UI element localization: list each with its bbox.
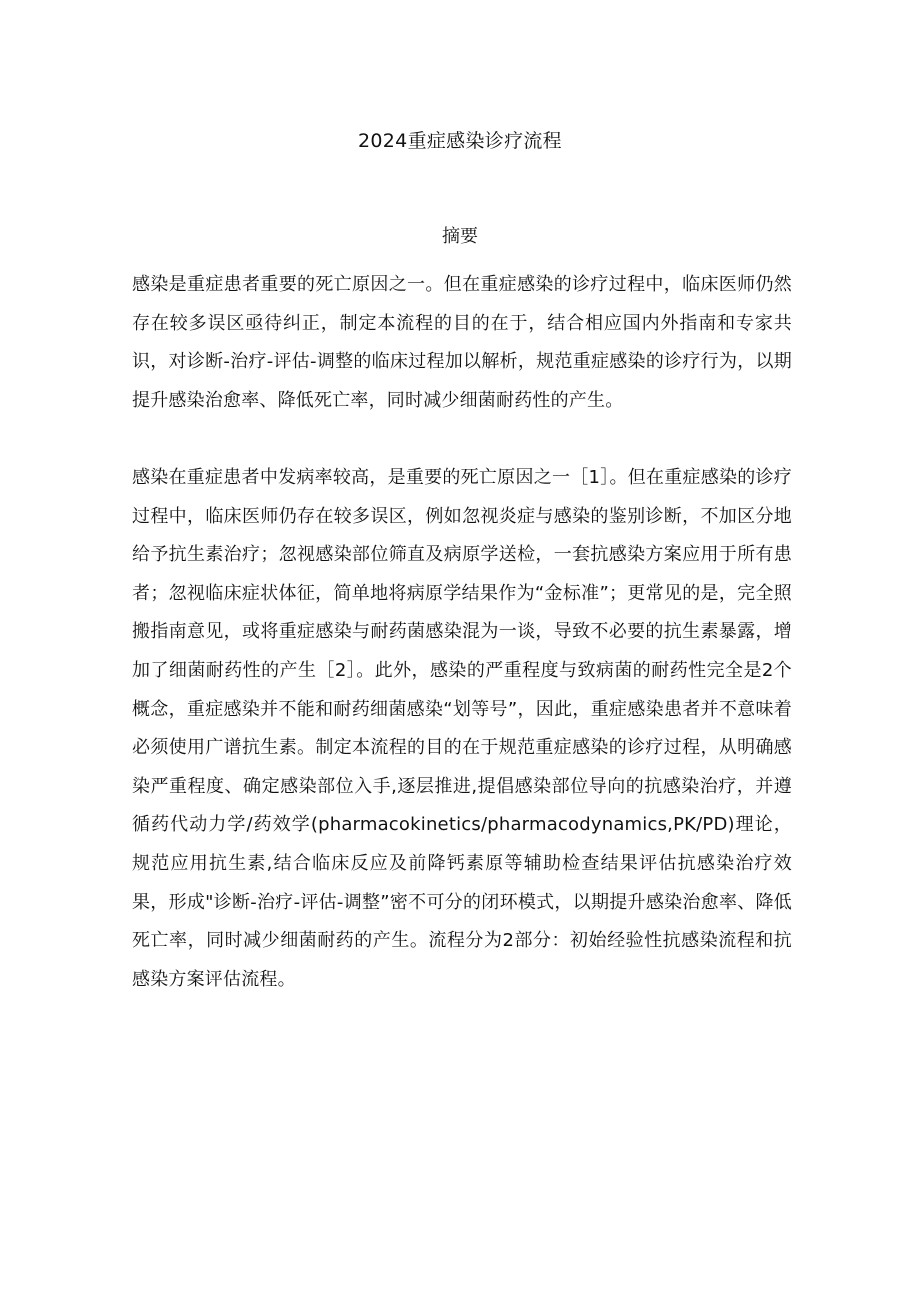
abstract-heading: 摘要 [442, 226, 478, 247]
introduction-paragraph: 感染在重症患者中发病率较高，是重要的死亡原因之一［1］。但在重症感染的诊疗过程中，临床医师仍存在较多误区，例如忽视炎症与感染的鉴别诊断，不加区分地给予抗生素治疗；忽视感染部位筛直及病原学送检，一套抗感染方案应用于所有患者；忽视临床症状体征，简单地将病原学结果作为“金标准”；更常见的是，完全照搬指南意见，或将重症感染与耐药菌感染混为一谈，导致不必要的抗生素暴露，增加了细菌耐药性的产生［2］。此外，感染的严重程度与致病菌的耐药性完全是2个概念，重症感染并不能和耐药细菌感染“划等号”，因此，重症感染患者并不意味着必须使用广谱抗生素。制定本流程的目的在于规范重症感染的诊疗过程，从明确感染严重程度、确定感染部位入手,逐层推进,提倡感染部位导向的抗感染治疗，并遵循药代动力学/药效学(pharmacokinetics/pharmacodynamics,PK/PD)理论，规范应用抗生素,结合临床反应及前降钙素原等辅助检查结果评估抗感染治疗效果，形成"诊断-治疗-评估-调整”密不可分的闭环模式，以期提升感染治愈率、降低死亡率，同时减少细菌耐药的产生。流程分为2部分：初始经验性抗感染流程和抗感染方案评估流程。 [132, 467, 792, 990]
document-title: 2024重症感染诊疗流程 [358, 130, 562, 152]
abstract-paragraph: 感染是重症患者重要的死亡原因之一。但在重症感染的诊疗过程中，临床医师仍然存在较多误区亟待纠正，制定本流程的目的在于，结合相应国内外指南和专家共识，对诊断-治疗-评估-调整的临床过程加以解析，规范重症感染的诊疗行为，以期提升感染治愈率、降低死亡率，同时减少细菌耐药性的产生。 [132, 274, 792, 411]
